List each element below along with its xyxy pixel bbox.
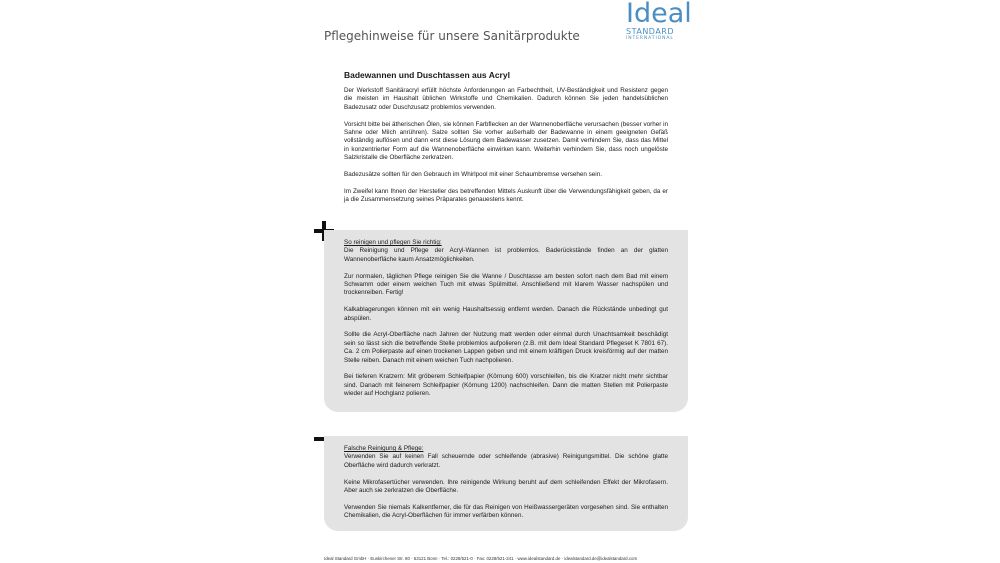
ideal-standard-logo bbox=[626, 0, 692, 41]
correct-care-title: So reinigen und pflegen Sie richtig: bbox=[344, 239, 442, 246]
wrong-care-paragraph: Verwenden Sie auf keinen Fall scheuernde oder schleifende (abrasive) Reinigungsmittel. Die schöne glatte Oberfläche wird dadurch verkratzt. bbox=[344, 453, 668, 469]
logo-main-text: Ideal bbox=[626, 0, 692, 29]
wrong-care-box bbox=[324, 436, 688, 531]
section-heading: Badewannen und Duschtassen aus Acryl bbox=[344, 70, 510, 80]
correct-care-paragraph: Die Reinigung und Pflege der Acryl-Wannen ist problemlos. Baderückstände finden an der glatten Wannenoberfläche kaum Ansatzmöglichkeiten. bbox=[344, 247, 668, 263]
page-title: Pflegehinweise für unsere Sanitärprodukte bbox=[324, 29, 580, 43]
intro-paragraph: Badezusätze sollten für den Gebrauch im Whirlpool mit einer Schaumbremse versehen sein. bbox=[344, 171, 602, 179]
correct-care-paragraph: Bei tieferen Kratzern: Mit gröberem Schleifpapier (Körnung 600) vorschleifen, bis die Kratzer nicht mehr sichtbar sind. Danach mit feinerem Schleifpapier (Körnung 1200) nachschleifen. Dann die matten Stellen mit Polierpaste wieder auf Hochglanz polieren. bbox=[344, 373, 668, 398]
logo-sub-text: STANDARD bbox=[626, 27, 675, 36]
logo-sub2-text: INTERNATIONAL bbox=[626, 36, 674, 41]
footer-contact: Ideal Standard GmbH · Euskirchener Str. 80 · 53121 Bonn · Tel.: 0228/521-0 · Fax: 0228/521-241 · www.idealstandard.de · idealstandard.de@idealstandard.com bbox=[324, 556, 638, 561]
intro-text bbox=[344, 87, 668, 213]
wrong-care-title: Falsche Reinigung & Pflege: bbox=[344, 445, 424, 452]
correct-care-paragraph: Zur normalen, täglichen Pflege reinigen Sie die Wanne / Duschtasse am besten sofort nach dem Bad mit einem Schwamm oder einem weichen Tuch mit etwas Spülmittel. Anschließend mit klarem Wasser nachspülen und trockenreiben. Fertig! bbox=[344, 272, 668, 297]
intro-paragraph: Im Zweifel kann Ihnen der Hersteller des betreffenden Mittels Auskunft über die Verwendungsfähigkeit geben, da er ja die Zusammensetzung seines Präparates genauestens kennt. bbox=[344, 187, 668, 204]
wrong-care-paragraph: Verwenden Sie niemals Kalkentferner, die für das Reinigen von Heißwassergeräten vorgesehen sind. Sie enthalten Chemikalien, die Acryl-Oberflächen für immer verfärben können. bbox=[344, 503, 668, 520]
intro-paragraph: Der Werkstoff Sanitäracryl erfüllt höchste Anforderungen an Farbechtheit, UV-Beständigkeit und Resistenz gegen die meisten im Haushalt üblichen Wirkstoffe und Chemikalien. Dadurch können Sie jeden handelsüblichen Badezusatz oder Duschzusatz problemlos verwenden. bbox=[344, 87, 668, 111]
correct-care-paragraph: Sollte die Acryl-Oberfläche nach Jahren der Nutzung matt werden oder einmal durch Unachtsamkeit beschädigt sein so lässt sich die betreffende Stelle problemlos aufpolieren (z.B. mit dem Ideal Standard Pflegeset K 7801 67). Ca. 2 cm Polierpaste auf einen trockenen Lappen geben und mit einem kräftigen Druck kreisförmig auf der matten Stelle reiben. Danach mit einem weichen Tuch nachpolieren. bbox=[344, 331, 668, 364]
correct-care-box bbox=[324, 230, 688, 412]
intro-paragraph: Vorsicht bitte bei ätherischen Ölen, sie können Farbflecken an der Wannenoberfläche verursachen (besser vorher in Sahne oder Milch anrühren). Salze sollten Sie vorher außerhalb der Badewanne in einem geeigneten Gefäß vollständig auflösen und dann erst diese Lösung dem Badewasser zusetzen. Damit verhindern Sie, dass das Mittel in konzentrierter Form auf die Wannenoberfläche einwirken kann. Weiterhin verhindern Sie, dass noch ungelöste Salzkristalle die Oberfläche zerkratzen. bbox=[344, 120, 668, 162]
correct-care-paragraph: Kalkablagerungen können mit ein wenig Haushaltsessig entfernt werden. Danach die Rückstände unbedingt gut abspülen. bbox=[344, 306, 668, 322]
document-page bbox=[312, 0, 692, 563]
wrong-care-paragraph: Keine Mikrofasertücher verwenden. Ihre reinigende Wirkung beruht auf dem schleifenden Effekt der Mikrofasern. Aber auch sie zerkratzen die Oberfläche. bbox=[344, 478, 668, 495]
